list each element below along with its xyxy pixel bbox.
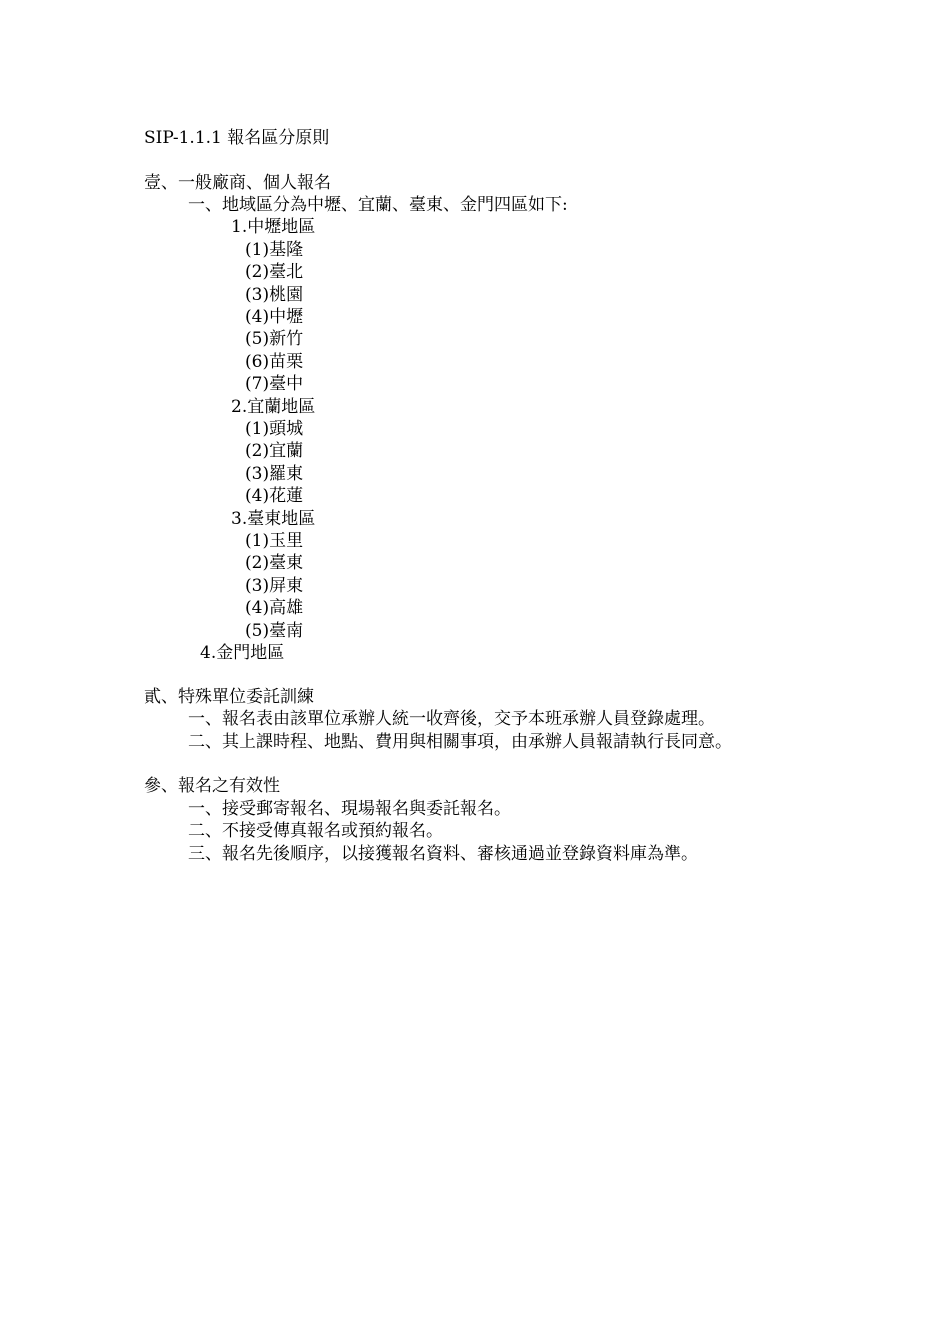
section2-item: 一、報名表由該單位承辦人統一收齊後，交予本班承辦人員登錄處理。 [188,709,715,729]
section1-item1: 一、地域區分為中壢、宜蘭、臺東、金門四區如下: [188,195,568,215]
region-site: (7)臺中 [245,374,304,394]
region-site: (4)高雄 [245,598,304,618]
region-site: (1)玉里 [245,531,304,551]
document-title: SIP-1.1.1 報名區分原則 [144,128,330,148]
region-site: (4)花蓮 [245,486,304,506]
region-name: 2.宜蘭地區 [231,397,316,417]
section2-item: 二、其上課時程、地點、費用與相關事項，由承辦人員報請執行長同意。 [188,732,732,752]
region-site: (3)羅東 [245,464,304,484]
region-name: 3.臺東地區 [231,509,316,529]
region-site: (6)苗栗 [245,352,304,372]
section1-heading: 壹、一般廠商、個人報名 [144,173,331,193]
region-site: (5)新竹 [245,329,304,349]
region-site: (2)臺北 [245,262,304,282]
region-site: (3)桃園 [245,285,304,305]
region-site: (1)基隆 [245,240,304,260]
section3-item: 三、報名先後順序，以接獲報名資料、審核通過並登錄資料庫為準。 [188,844,698,864]
region-site: (5)臺南 [245,621,304,641]
region-site: (2)臺東 [245,553,304,573]
region-name: 1.中壢地區 [231,217,316,237]
region-site: (4)中壢 [245,307,304,327]
section3-item: 二、不接受傳真報名或預約報名。 [188,821,443,841]
region-site: (1)頭城 [245,419,304,439]
region-name: 4.金門地區 [200,643,285,663]
section3-item: 一、接受郵寄報名、現場報名與委託報名。 [188,799,511,819]
region-site: (3)屏東 [245,576,304,596]
region-site: (2)宜蘭 [245,441,304,461]
section2-heading: 貳、特殊單位委託訓練 [144,687,314,707]
section3-heading: 參、報名之有效性 [144,776,280,796]
